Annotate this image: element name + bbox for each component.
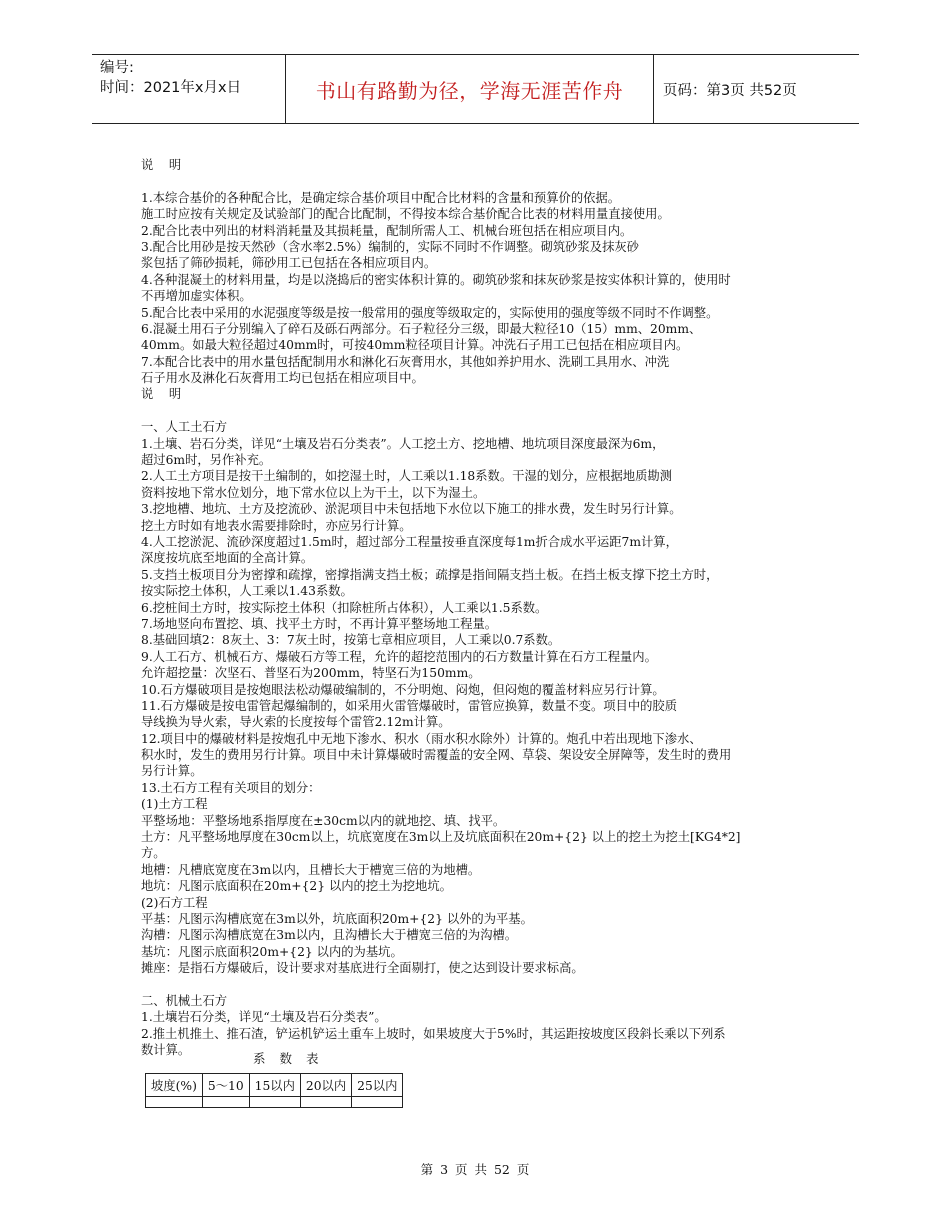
number-label: 编号: <box>100 60 134 76</box>
text-line: 资料按地下常水位划分，地下常水位以上为干土，以下为湿土。 <box>141 485 486 500</box>
text-line: 6.挖桩间土方时，按实际挖土体积（扣除桩所占体积），人工乘以1.5系数。 <box>141 600 548 615</box>
page-footer: 第 3 页 共 52 页 <box>420 1162 530 1177</box>
text-line: 深度按坑底至地面的全高计算。 <box>141 551 314 566</box>
text-line: 2.配合比表中列出的材料消耗量及其损耗量，配制所需人工、机械台班包括在相应项目内。 <box>141 223 633 238</box>
text-line: 11.石方爆破是按电雷管起爆编制的，如采用火雷管爆破时，雷管应换算，数量不变。项目中的胶质 <box>141 698 678 713</box>
text-line: 施工时应按有关规定及试验部门的配合比配制，不得按本综合基价配合比表的材料用量直接使用。 <box>141 207 670 222</box>
text-line: 挖土方时如有地表水需要排除时，亦应另行计算。 <box>141 518 412 533</box>
text-line: 2.推土机推土、推石渣，铲运机铲运土重车上坡时，如果坡度大于5%时，其运距按坡度区段斜长乘以下列系 <box>141 1026 726 1041</box>
table-row <box>146 1074 403 1097</box>
text-line: 地坑：凡图示底面积在20m+{2} 以内的挖土为挖地坑。 <box>141 879 452 894</box>
table-cell: 5～10 <box>202 1074 249 1097</box>
table-row <box>146 1097 403 1108</box>
text-line: 平基：凡图示沟槽底宽在3m以外，坑底面积20m+{2} 以外的为平基。 <box>141 911 533 926</box>
text-line: 说 明 <box>141 158 182 172</box>
coefficient-table <box>145 1073 403 1108</box>
text-line: 浆包括了筛砂损耗，筛砂用工已包括在各相应项目内。 <box>141 256 437 271</box>
header-meta <box>100 58 241 98</box>
text-line: 二、机械土石方 <box>141 993 228 1008</box>
text-line: 4.各种混凝土的材料用量，均是以浇捣后的密实体积计算的。砌筑砂浆和抹灰砂浆是按实体积计算的，使用时 <box>141 272 731 287</box>
text-line: 1.土壤、岩石分类，详见“土壤及岩石分类表”。人工挖土方、挖地槽、地坑项目深度最深为6m， <box>141 436 665 451</box>
text-line: 地槽：凡槽底宽度在3m以内，且槽长大于槽宽三倍的为地槽。 <box>141 862 481 877</box>
text-line: 方。 <box>141 846 166 861</box>
text-line: (1)土方工程 <box>141 797 208 812</box>
table-cell-empty <box>352 1097 403 1108</box>
header-page-info: 页码：第3页 共52页 <box>663 82 797 99</box>
text-line: 5.支挡土板项目分为密撑和疏撑，密撑指满支挡土板；疏撑是指间隔支挡土板。在挡土板支撑下挖土方时， <box>141 567 719 582</box>
text-line: 1.本综合基价的各种配合比，是确定综合基价项目中配合比材料的含量和预算价的依据。 <box>141 190 621 205</box>
text-line: 7.场地竖向布置挖、填、找平土方时，不再计算平整场地工程量。 <box>141 616 498 631</box>
text-line: 3.挖地槽、地坑、土方及挖流砂、淤泥项目中未包括地下水位以下施工的排水费，发生时另行计算。 <box>141 502 682 517</box>
text-line: 说 明 <box>141 387 182 402</box>
table-cell: 15以内 <box>249 1074 300 1097</box>
text-line: 土方：凡平整场地厚度在30cm以上，坑底宽度在3m以上及坑底面积在20m+{2} 以上的挖土为挖土[KG4*2] <box>141 830 741 845</box>
text-line: 导线换为导火索，导火索的长度按每个雷管2.12m计算。 <box>141 715 451 730</box>
text-line: 5.配合比表中采用的水泥强度等级是按一般常用的强度等级取定的，实际使用的强度等级不同时不作调整。 <box>141 305 719 320</box>
table-cell-empty <box>146 1097 203 1108</box>
table-cell-empty <box>249 1097 300 1108</box>
text-line: 40mm。如最大粒径超过40mm时，可按40mm粒径项目计算。冲洗石子用工已包括在相应项目内。 <box>141 338 689 353</box>
text-line: 2.人工土方项目是按干土编制的，如挖湿土时，人工乘以1.18系数。干湿的划分，应根据地质勘测 <box>141 469 672 484</box>
table-cell-empty <box>300 1097 351 1108</box>
header-divider <box>653 55 654 123</box>
text-line: 按实际挖土体积，人工乘以1.43系数。 <box>141 584 353 599</box>
body-text <box>141 157 821 1058</box>
header-motto: 书山有路勤为径，学海无涯苦作舟 <box>315 78 624 103</box>
text-line: 数计算。 <box>141 1043 191 1058</box>
table-title: 系 数 表 <box>253 1051 319 1066</box>
text-line: 9.人工石方、机械石方、爆破石方等工程，允许的超挖范围内的石方数量计算在石方工程量内。 <box>141 649 657 664</box>
text-line: 基坑：凡图示底面积20m+{2} 以内的为基坑。 <box>141 944 403 959</box>
text-line: 沟槽：凡图示沟槽底宽在3m以内，且沟槽长大于槽宽三倍的为沟槽。 <box>141 928 518 943</box>
time-label: 时间：2021年x月x日 <box>100 80 242 96</box>
text-line: 允许超挖量：次坚石、普坚石为200mm，特坚石为150mm。 <box>141 666 481 681</box>
text-line: 摊座：是指石方爆破后，设计要求对基底进行全面剔打，使之达到设计要求标高。 <box>141 961 584 976</box>
text-line: 超过6m时，另作补充。 <box>141 453 272 468</box>
text-line: 13.土石方工程有关项目的划分： <box>141 780 321 795</box>
text-line: 12.项目中的爆破材料是按炮孔中无地下渗水、积水（雨水积水除外）计算的。炮孔中若出现地下渗水、 <box>141 731 702 746</box>
table-cell: 20以内 <box>300 1074 351 1097</box>
text-line: 1.土壤岩石分类，详见“土壤及岩石分类表”。 <box>141 1010 387 1025</box>
text-line: 8.基础回填2：8灰土、3：7灰土时，按第七章相应项目，人工乘以0.7系数。 <box>141 633 561 648</box>
text-line: 6.混凝土用石子分别编入了碎石及砾石两部分。石子粒径分三级，即最大粒径10（15）mm、20mm、 <box>141 321 702 336</box>
text-line: 7.本配合比表中的用水量包括配制用水和淋化石灰膏用水，其他如养护用水、洗刷工具用水、冲洗 <box>141 354 670 369</box>
page-header <box>92 54 859 124</box>
text-line: 石子用水及淋化石灰膏用工均已包括在相应项目中。 <box>141 371 424 386</box>
text-line: 另行计算。 <box>141 764 203 779</box>
text-line: 积水时，发生的费用另行计算。项目中未计算爆破时需覆盖的安全网、草袋、架设安全屏障等，发生时的费用 <box>141 748 732 763</box>
table-cell: 坡度(%) <box>146 1074 203 1097</box>
text-line <box>141 977 821 993</box>
text-line: 一、人工土石方 <box>141 420 228 435</box>
text-line: 4.人工挖淤泥、流砂深度超过1.5m时，超过部分工程量按垂直深度每1m折合成水平运距7m计算， <box>141 534 678 549</box>
text-line: 平整场地：平整场地系指厚度在±30cm以内的就地挖、填、找平。 <box>141 813 506 828</box>
table-cell-empty <box>202 1097 249 1108</box>
text-line <box>141 403 821 419</box>
text-line <box>141 173 821 189</box>
table-cell: 25以内 <box>352 1074 403 1097</box>
text-line: 3.配合比用砂是按天然砂（含水率2.5%）编制的，实际不同时不作调整。砌筑砂浆及抹灰砂 <box>141 239 639 254</box>
text-line: (2)石方工程 <box>141 895 208 910</box>
text-line: 不再增加虚实体积。 <box>141 289 252 304</box>
text-line: 10.石方爆破项目是按炮眼法松动爆破编制的，不分明炮、闷炮，但闷炮的覆盖材料应另行计算。 <box>141 682 665 697</box>
